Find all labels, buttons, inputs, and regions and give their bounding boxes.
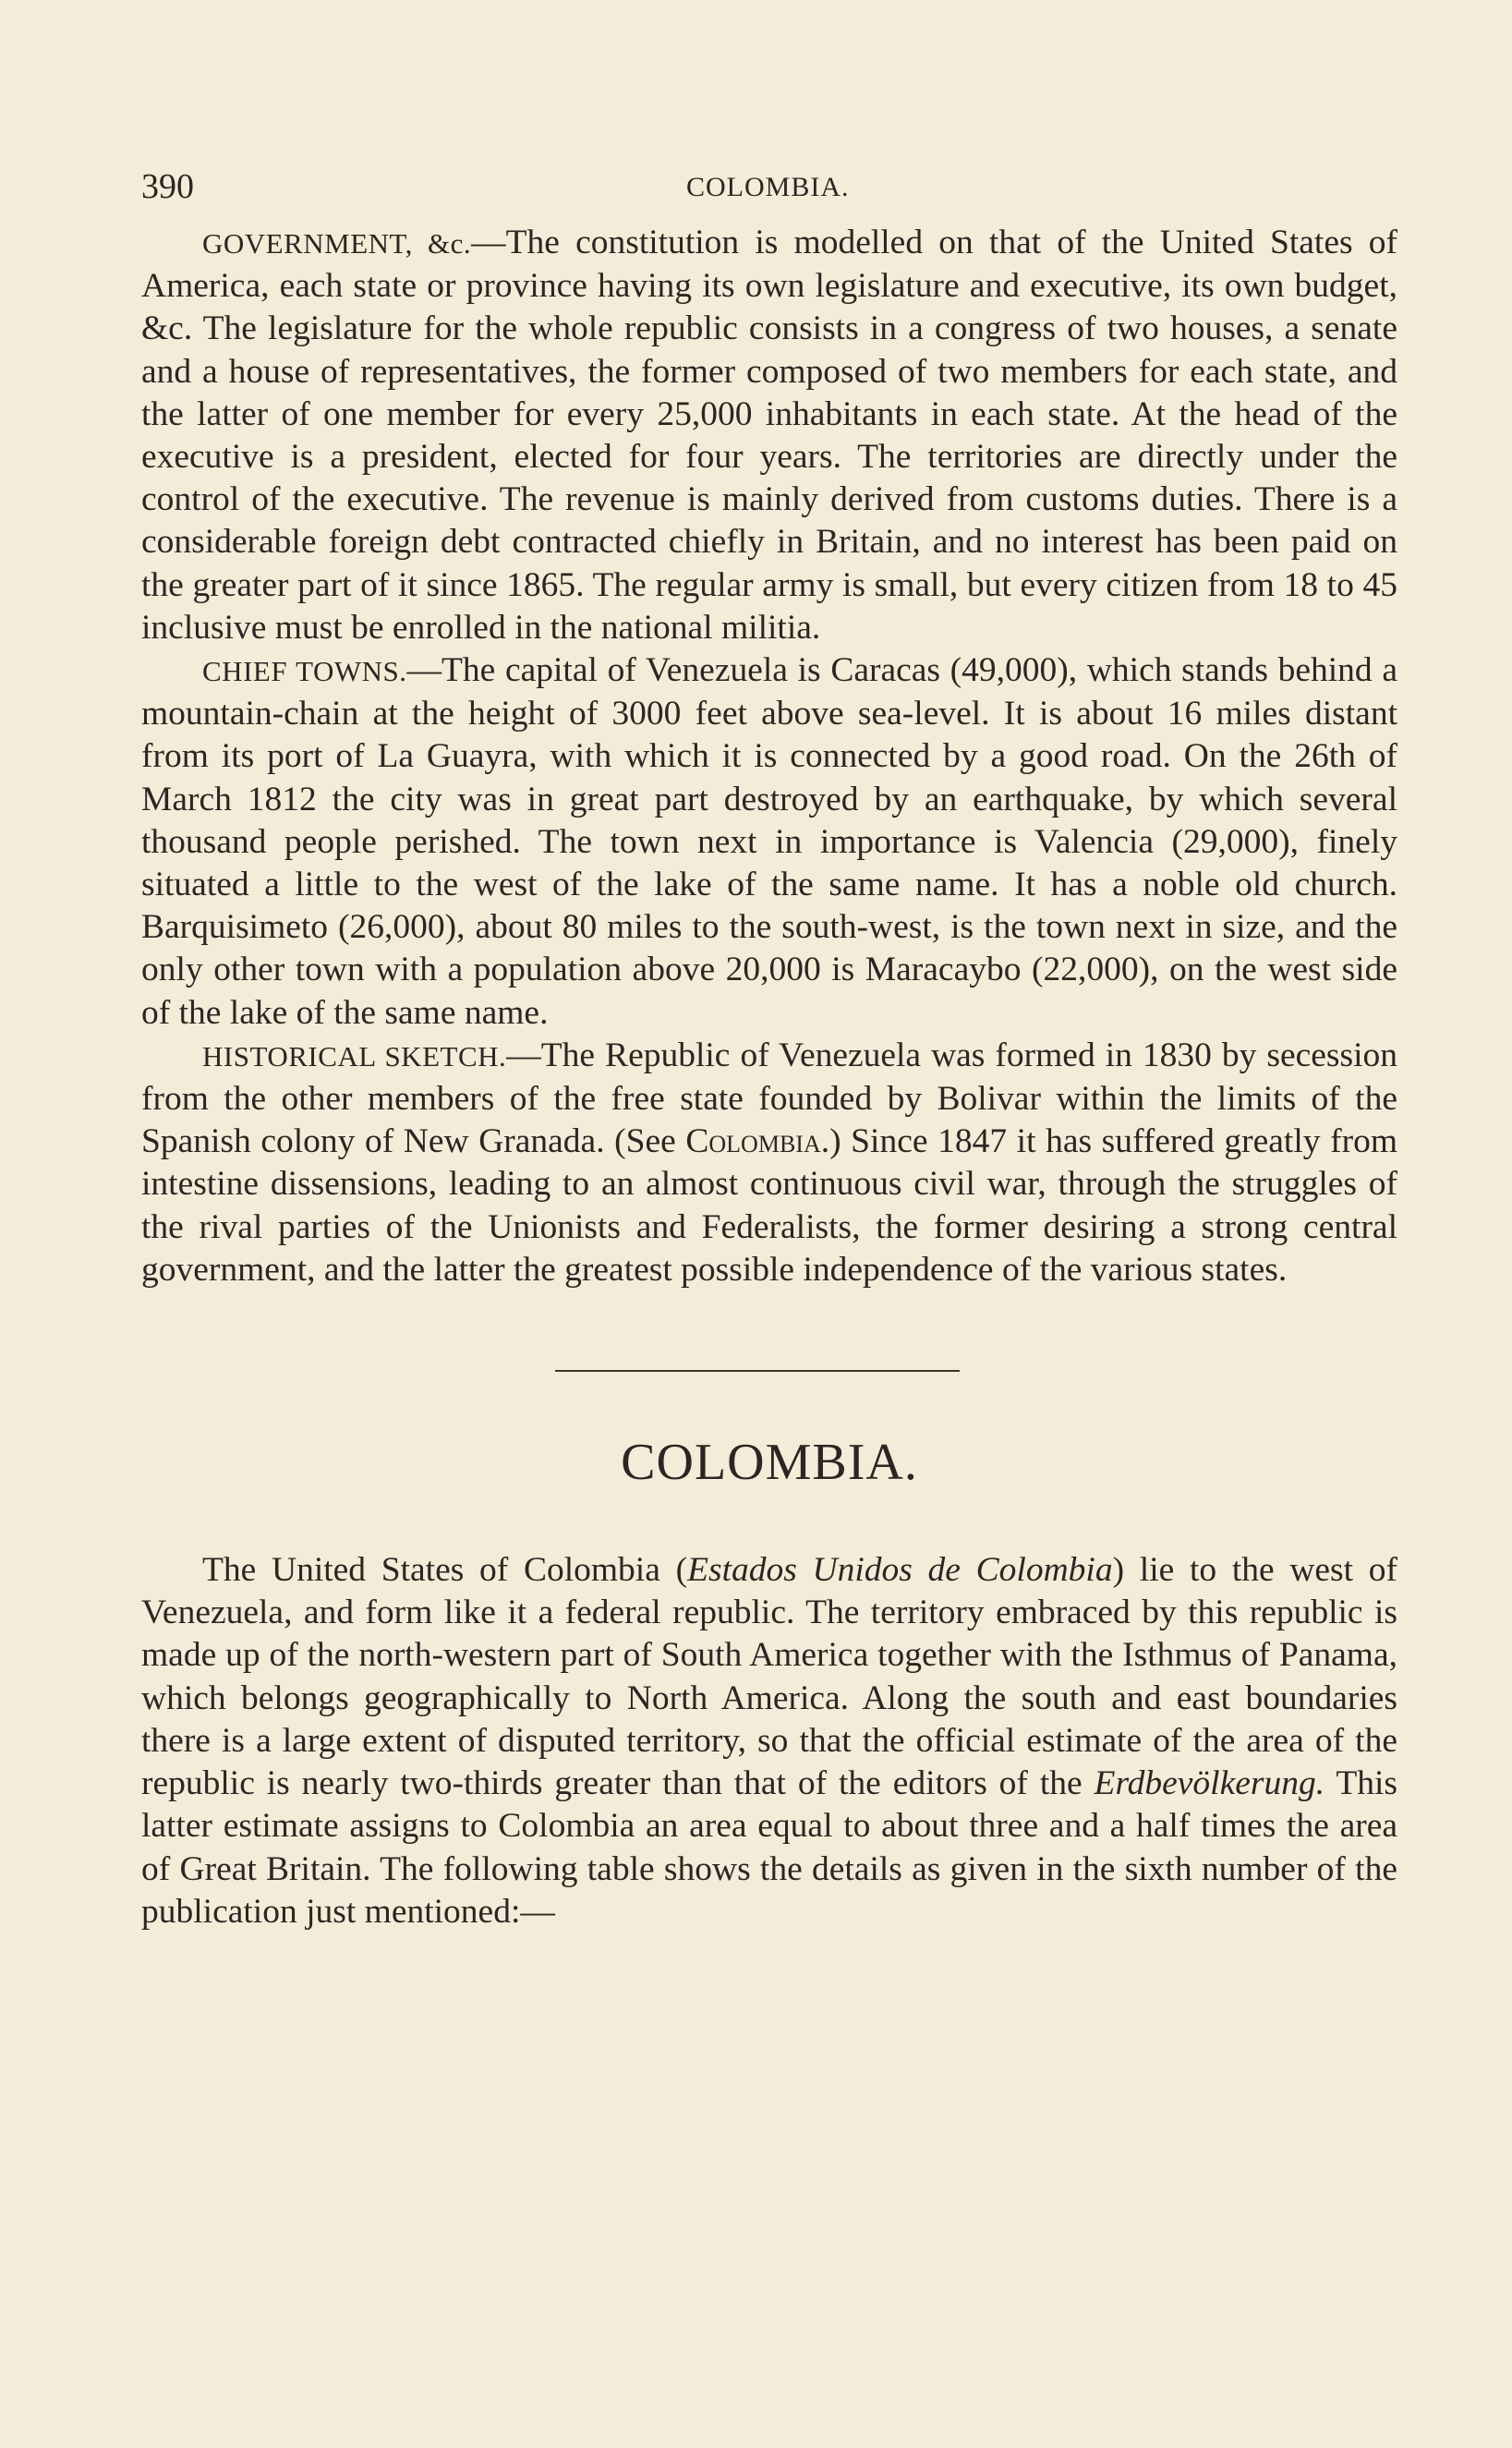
historical-sketch-lead: HISTORICAL SKETCH. — [202, 1039, 507, 1073]
section-divider — [555, 1370, 960, 1372]
government-paragraph — [141, 222, 1397, 649]
chief-towns-paragraph — [141, 649, 1397, 1035]
page-number: 390 — [141, 167, 194, 206]
colombia-intro-paragraph — [141, 1549, 1397, 1933]
chief-towns-text: —The capital of Venezuela is Caracas (49,000), which stands behind a mountain-chain at the height of 3000 feet above sea-level. It is about 16 miles distant from its port of La Guayra, with which it is connected by a good road. On the 26th of March 1812 the city was in great part destroyed by an earthquake, by which several thousand people perished. The town next in importance is Valencia (29,000), finely situated a little to the west of the lake of the same name. It has a noble old church. Barquisimeto (26,000), about 80 miles to the south-west, is the town next in size, and the only other town with a population above 20,000 is Maracaybo (22,000), on the west side of the lake of the same name. — [141, 651, 1398, 1032]
publication-title: Erdbevölkerung. — [1094, 1764, 1325, 1803]
government-text: —The constitution is modelled on that of the United States of America, each state or province having its own legislature and executive, its own budget, &c. The legislature for the whole republic consists in a congress of two houses, a senate and a house of representatives, the former composed of two members for each state, and the latter of one member for every 25,000 inhabitants in each state. At the head of the executive is a president, elected for four years. The territories are directly under the control of the executive. The revenue is mainly derived from customs duties. There is a considerable foreign debt contracted chiefly in Britain, and no interest has been paid on the greater part of it since 1865. The regular army is small, but every citizen from 18 to 45 inclusive must be enrolled in the national militia. — [141, 224, 1397, 647]
section-heading: COLOMBIA. — [621, 1434, 918, 1492]
colombia-intro-text-1: The United States of Colombia ( — [202, 1551, 688, 1590]
historical-sketch-paragraph — [141, 1035, 1397, 1291]
colombia-section — [141, 1549, 1397, 1933]
running-head — [141, 166, 1397, 222]
colombia-intro-text-3: This latter estimate assigns to Colombia an area equal to about three and a half times the area of Great Britain. The following table shows the details as given in the sixth number of the publication just mentioned:— — [141, 1764, 1397, 1931]
government-lead: GOVERNMENT, &c. — [202, 227, 472, 260]
cross-reference: Colombia. — [685, 1122, 830, 1161]
running-title: COLOMBIA. — [686, 172, 850, 202]
page-content — [141, 166, 1397, 1933]
colombia-spanish-name: Estados Unidos de Colombia — [687, 1551, 1113, 1590]
historical-sketch-text-after: ) Since 1847 it has suffered greatly from intestine dissensions, leading to an almost continuous civil war, through the struggles of the rival parties of the Unionists and Federalists, the former desiring a strong central government, and the latter the greatest possible independence of the various states. — [141, 1122, 1397, 1289]
chief-towns-lead: CHIEF TOWNS. — [202, 655, 407, 688]
historical-sketch-text-before: —The Republic of Venezuela was formed in 1830 by secession from the other members of the free state founded by Bolivar within the limits of the Spanish colony of New Granada. (See — [141, 1036, 1397, 1161]
colombia-intro-text-2: ) lie to the west of Venezuela, and form like it a federal republic. The territory embraced by this republic is made up of the north-western part of South America together with the Isthmus of Panama, which belongs geographically to North America. Along the south and east boundaries there is a large extent of disputed territory, so that the official estimate of the area of the republic is nearly two-thirds greater than that of the editors of the — [141, 1551, 1398, 1803]
